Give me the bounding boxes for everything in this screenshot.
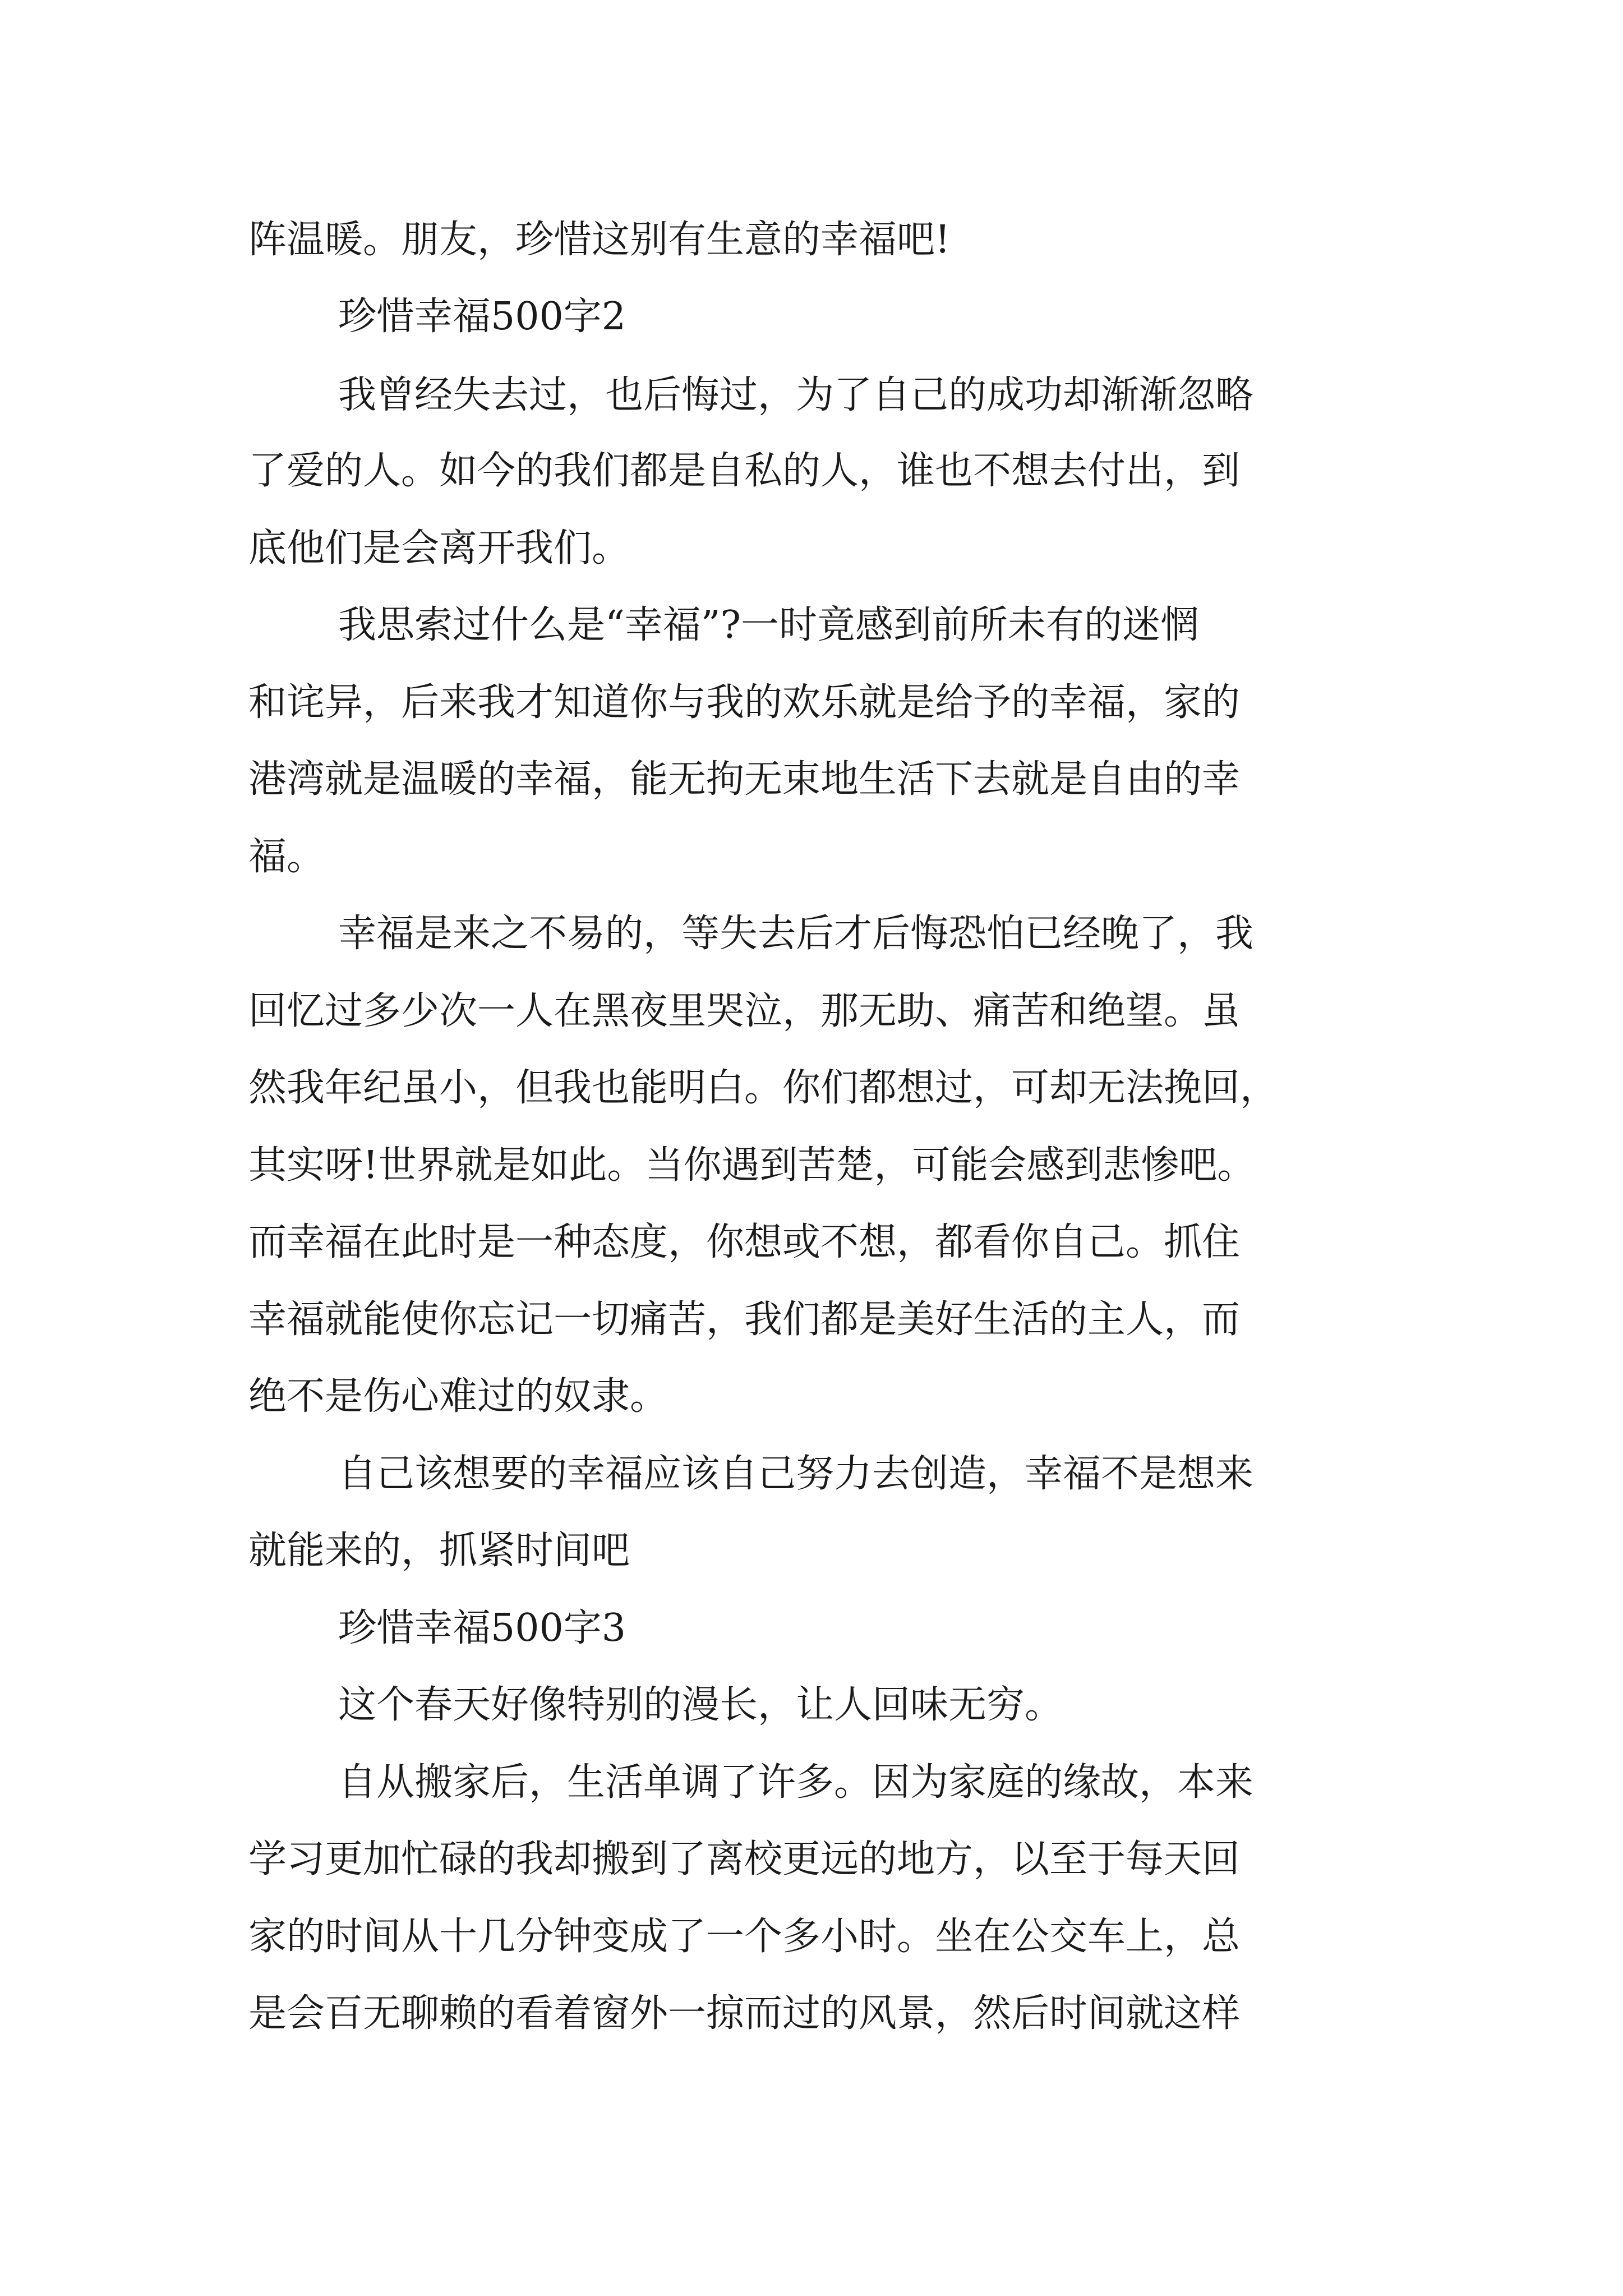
paragraph-line: 自己该想要的幸福应该自己努力去创造，幸福不是想来 [338,1452,1254,1496]
paragraph-line: 自从搬家后，生活单调了许多。因为家庭的缘故，本来 [338,1760,1254,1805]
paragraph-line: 底他们是会离开我们。 [248,526,630,570]
paragraph-line: 学习更加忙碌的我却搬到了离校更远的地方，以至于每天回 [248,1837,1241,1881]
paragraph-line: 然我年纪虽小，但我也能明白。你们都想过，可却无法挽回， [248,1066,1279,1110]
paragraph-line: 这个春天好像特别的漫长，让人回味无穷。 [338,1683,1063,1727]
section-heading: 珍惜幸福500字2 [338,295,626,339]
paragraph-line: 而幸福在此时是一种态度，你想或不想，都看你自己。抓住 [248,1220,1241,1264]
paragraph-line: 家的时间从十几分钟变成了一个多小时。坐在公交车上，总 [248,1915,1241,1959]
paragraph-line: 是会百无聊赖的看着窗外一掠而过的风景，然后时间就这样 [248,1991,1241,2036]
paragraph-line: 幸福就能使你忘记一切痛苦，我们都是美好生活的主人，而 [248,1297,1241,1342]
paragraph-line: 和诧异，后来我才知道你与我的欢乐就是给予的幸福，家的 [248,680,1241,725]
paragraph-line: 福。 [248,835,325,879]
paragraph-line: 港湾就是温暖的幸福，能无拘无束地生活下去就是自由的幸 [248,757,1241,802]
paragraph-line: 我曾经失去过，也后悔过，为了自己的成功却渐渐忽略 [338,373,1254,417]
paragraph-line: 就能来的，抓紧时间吧 [248,1529,630,1573]
paragraph-line: 了爱的人。如今的我们都是自私的人，谁也不想去付出，到 [248,449,1241,493]
paragraph-line: 我思索过什么是“幸福”?一时竟感到前所未有的迷惘 [338,603,1198,647]
paragraph-line: 幸福是来之不易的，等失去后才后悔恐怕已经晚了，我 [338,912,1254,956]
paragraph-line: 其实呀!世界就是如此。当你遇到苦楚，可能会感到悲惨吧。 [248,1143,1256,1188]
paragraph-line: 阵温暖。朋友，珍惜这别有生意的幸福吧! [248,218,951,262]
section-heading: 珍惜幸福500字3 [338,1606,626,1650]
paragraph-line: 绝不是伤心难过的奴隶。 [248,1374,668,1419]
paragraph-line: 回忆过多少次一人在黑夜里哭泣，那无助、痛苦和绝望。虽 [248,989,1241,1033]
